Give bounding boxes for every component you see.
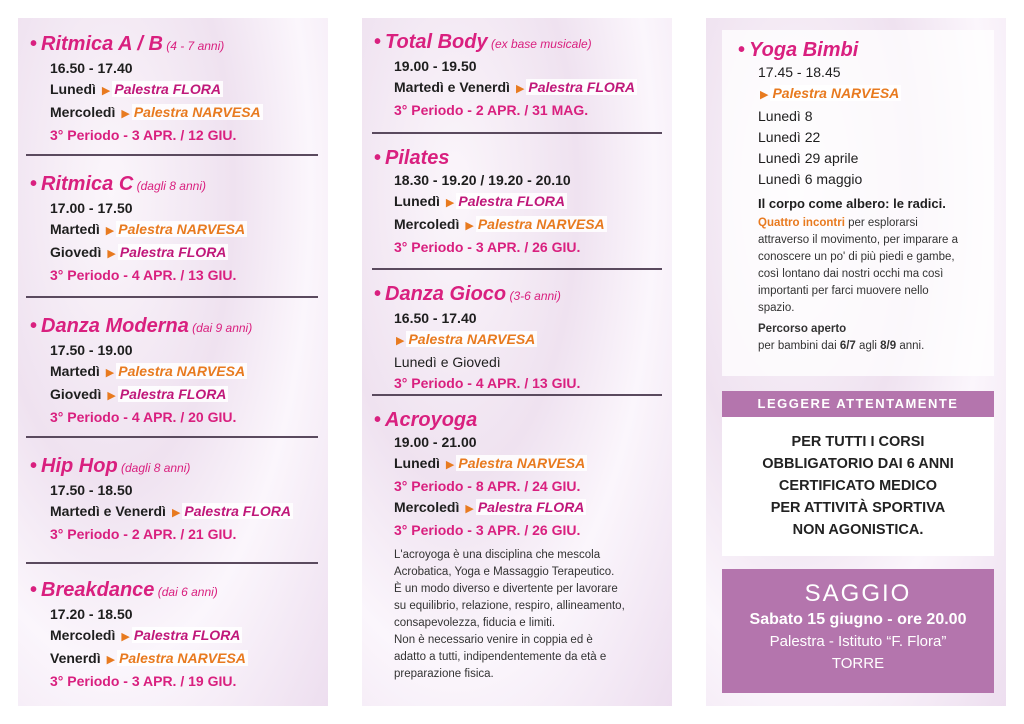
yoga-date: Lunedì 22 xyxy=(758,129,821,145)
bullet-icon: • xyxy=(374,147,382,169)
gym-name: Palestra FLORA xyxy=(458,193,565,209)
age-range: (3-6 anni) xyxy=(506,289,561,303)
saggio-place: Palestra - Istituto “F. Flora” xyxy=(769,633,947,650)
arrow-icon: ▶ xyxy=(465,220,474,232)
gym-name: Palestra FLORA xyxy=(133,627,241,643)
arrow-icon: ▶ xyxy=(105,225,115,237)
arrow-icon: ▶ xyxy=(107,390,116,402)
arrow-icon: ▶ xyxy=(445,459,455,471)
course-ritmica-a-b xyxy=(18,32,328,146)
gym-name: Palestra NARVESA xyxy=(477,216,605,232)
schedule-line: Lunedì ▶ Palestra FLORA xyxy=(50,81,221,97)
yoga-date: Lunedì 29 aprile xyxy=(758,150,859,166)
arrow-icon: ▶ xyxy=(171,507,181,519)
schedule-line: Martedì ▶ Palestra NARVESA xyxy=(50,221,246,237)
gym-name: Palestra FLORA xyxy=(114,81,221,97)
divider xyxy=(372,268,662,270)
course-title: • Acroyoga xyxy=(374,409,478,431)
notice-panel xyxy=(722,391,994,556)
course-title: • Pilates xyxy=(374,147,450,169)
gym-name: Palestra FLORA xyxy=(184,503,291,519)
period-line: 3° Periodo - 2 APR. / 21 GIU. xyxy=(50,526,237,542)
course-title: • Ritmica A / B (4 - 7 anni) xyxy=(30,33,225,55)
yoga-description: Quattro incontri per esplorarsi attraverso il movimento, per imparare a conoscere un po' di più piedi e gambe, così lontano dai nostri occhi ma così importanti per farci muovere nello spazio. xyxy=(758,217,959,314)
course-hip-hop xyxy=(18,454,328,545)
yoga-percorso: Percorso aperto xyxy=(758,323,847,335)
gym-name: Palestra NARVESA xyxy=(118,221,246,237)
course-title: • Breakdance (dai 6 anni) xyxy=(30,579,218,601)
course-breakdance xyxy=(18,578,328,692)
schedule-line: Mercoledì ▶ Palestra NARVESA xyxy=(50,104,261,120)
column-left xyxy=(18,18,328,706)
age-range: (dagli 8 anni) xyxy=(133,179,206,193)
gym-name: Palestra FLORA xyxy=(119,244,227,260)
time-line: 18.30 - 19.20 / 19.20 - 20.10 xyxy=(394,172,571,188)
divider xyxy=(26,436,318,438)
time-line: Lunedì e Giovedì xyxy=(394,354,501,370)
period-line: 3° Periodo - 3 APR. / 19 GIU. xyxy=(50,673,237,689)
course-ritmica-c xyxy=(18,172,328,286)
course-pilates xyxy=(362,146,672,258)
arrow-icon: ▶ xyxy=(396,335,405,347)
saggio-date: Sabato 15 giugno - ore 20.00 xyxy=(749,611,967,628)
gym-name: Palestra NARVESA xyxy=(133,104,261,120)
course-acroyoga xyxy=(362,408,672,683)
arrow-icon: ▶ xyxy=(445,197,455,209)
schedule-line: Martedì ▶ Palestra NARVESA xyxy=(50,363,246,379)
notice-text: PER TUTTI I CORSI OBBLIGATORIO DAI 6 ANNI CERTIFICATO MEDICO PER ATTIVITÀ SPORTIVA NON AGONISTICA. xyxy=(762,434,954,538)
time-line: 17.00 - 17.50 xyxy=(50,200,133,216)
period-line: 3° Periodo - 2 APR. / 31 MAG. xyxy=(394,102,589,118)
course-danza-gioco xyxy=(362,282,672,394)
arrow-icon: ▶ xyxy=(465,503,474,515)
arrow-icon: ▶ xyxy=(101,85,111,97)
yoga-date: Lunedì 6 maggio xyxy=(758,171,863,187)
notice-header: LEGGERE ATTENTAMENTE xyxy=(722,391,994,417)
gym-name: Palestra NARVESA xyxy=(118,363,246,379)
schedule-line xyxy=(374,329,672,352)
period-line: 3° Periodo - 8 APR. / 24 GIU. xyxy=(394,478,581,494)
divider xyxy=(26,154,318,156)
divider xyxy=(372,394,662,396)
gym-name: Palestra FLORA xyxy=(528,79,635,95)
gym-name: Palestra FLORA xyxy=(119,386,227,402)
age-range: (4 - 7 anni) xyxy=(162,39,225,53)
yoga-subtitle: Il corpo come albero: le radici. xyxy=(758,196,946,211)
bullet-icon: • xyxy=(30,579,38,601)
schedule-line: Mercoledì ▶ Palestra FLORA xyxy=(50,627,241,643)
arrow-icon: ▶ xyxy=(105,367,115,379)
bullet-icon: • xyxy=(30,173,38,195)
yoga-title: • Yoga Bimbi xyxy=(738,39,859,61)
period-line: 3° Periodo - 3 APR. / 12 GIU. xyxy=(50,127,237,143)
arrow-icon: ▶ xyxy=(121,631,130,643)
period-line: 3° Periodo - 4 APR. / 20 GIU. xyxy=(50,409,237,425)
period-line: 3° Periodo - 4 APR. / 13 GIU. xyxy=(394,375,581,391)
course-total-body xyxy=(362,30,672,121)
saggio-title: SAGGIO xyxy=(804,580,912,607)
schedule-line: Giovedì ▶ Palestra FLORA xyxy=(50,244,227,260)
divider xyxy=(26,296,318,298)
column-middle xyxy=(362,18,672,706)
schedule-line: Mercoledì ▶ Palestra NARVESA xyxy=(394,216,605,232)
divider xyxy=(26,562,318,564)
yoga-time: 17.45 - 18.45 xyxy=(758,64,841,80)
yoga-age: per bambini dai 6/7 agli 8/9 anni. xyxy=(758,340,925,352)
time-line: 19.00 - 21.00 xyxy=(394,434,477,450)
gym-name: Palestra NARVESA xyxy=(119,650,246,666)
gym-name: Palestra NARVESA xyxy=(408,331,536,347)
schedule-line: Martedì e Venerdì ▶ Palestra FLORA xyxy=(394,79,635,95)
bullet-icon: • xyxy=(374,283,382,305)
yoga-date: Lunedì 8 xyxy=(758,108,813,124)
bullet-icon: • xyxy=(30,455,38,477)
arrow-icon: ▶ xyxy=(121,108,130,120)
schedule-line: Giovedì ▶ Palestra FLORA xyxy=(50,386,227,402)
period-line: 3° Periodo - 4 APR. / 13 GIU. xyxy=(50,267,237,283)
time-line: 16.50 - 17.40 xyxy=(394,310,477,326)
arrow-icon: ▶ xyxy=(107,248,116,260)
schedule-line: Lunedì ▶ Palestra NARVESA xyxy=(394,455,586,471)
age-range: (dai 9 anni) xyxy=(188,321,253,335)
gym-name: Palestra NARVESA xyxy=(458,455,586,471)
time-line: 17.20 - 18.50 xyxy=(50,606,133,622)
course-title: • Hip Hop (dagli 8 anni) xyxy=(30,455,191,477)
course-title: • Danza Gioco (3-6 anni) xyxy=(374,283,561,305)
bullet-icon: • xyxy=(374,31,382,53)
schedule-line: Martedì e Venerdì ▶ Palestra FLORA xyxy=(50,503,291,519)
age-range: (ex base musicale) xyxy=(487,37,592,51)
saggio-panel xyxy=(722,569,994,693)
age-range: (dai 6 anni) xyxy=(154,585,218,599)
course-title: • Total Body (ex base musicale) xyxy=(374,31,592,53)
yoga-palestra: ▶ Palestra NARVESA xyxy=(760,85,900,101)
arrow-icon: ▶ xyxy=(515,83,525,95)
age-range: (dagli 8 anni) xyxy=(117,461,191,475)
course-danza-moderna xyxy=(18,314,328,428)
period-line: 3° Periodo - 3 APR. / 26 GIU. xyxy=(394,239,581,255)
course-title: • Danza Moderna (dai 9 anni) xyxy=(30,315,253,337)
arrow-icon: ▶ xyxy=(106,654,116,666)
time-line: 17.50 - 18.50 xyxy=(50,482,133,498)
time-line: 17.50 - 19.00 xyxy=(50,342,133,358)
time-line: 16.50 - 17.40 xyxy=(50,60,133,76)
yoga-bimbi-panel xyxy=(722,30,994,376)
bullet-icon: • xyxy=(30,33,38,55)
bullet-icon: • xyxy=(30,315,38,337)
bullet-icon: • xyxy=(374,409,382,431)
schedule-line: Mercoledì ▶ Palestra FLORA xyxy=(394,499,585,515)
course-title: • Ritmica C (dagli 8 anni) xyxy=(30,173,206,195)
course-description: L'acroyoga è una disciplina che mescola Acrobatica, Yoga e Massaggio Terapeutico. È un modo diverso e divertente per lavorare su equilibrio, relazione, respiro, allineamento, consapevolezza, fiducia e limiti. Non è necessario venire in coppia ed è adatto a tutti, indipendentemente da età e preparazione fisica. xyxy=(394,549,625,680)
saggio-town: TORRE xyxy=(831,655,885,672)
arrow-icon: ▶ xyxy=(760,89,769,101)
period-line: 3° Periodo - 3 APR. / 26 GIU. xyxy=(394,522,581,538)
schedule-line: Lunedì ▶ Palestra FLORA xyxy=(394,193,565,209)
divider xyxy=(372,132,662,134)
gym-name: Palestra FLORA xyxy=(477,499,585,515)
schedule-line: Venerdì ▶ Palestra NARVESA xyxy=(50,650,246,666)
time-line: 19.00 - 19.50 xyxy=(394,58,477,74)
